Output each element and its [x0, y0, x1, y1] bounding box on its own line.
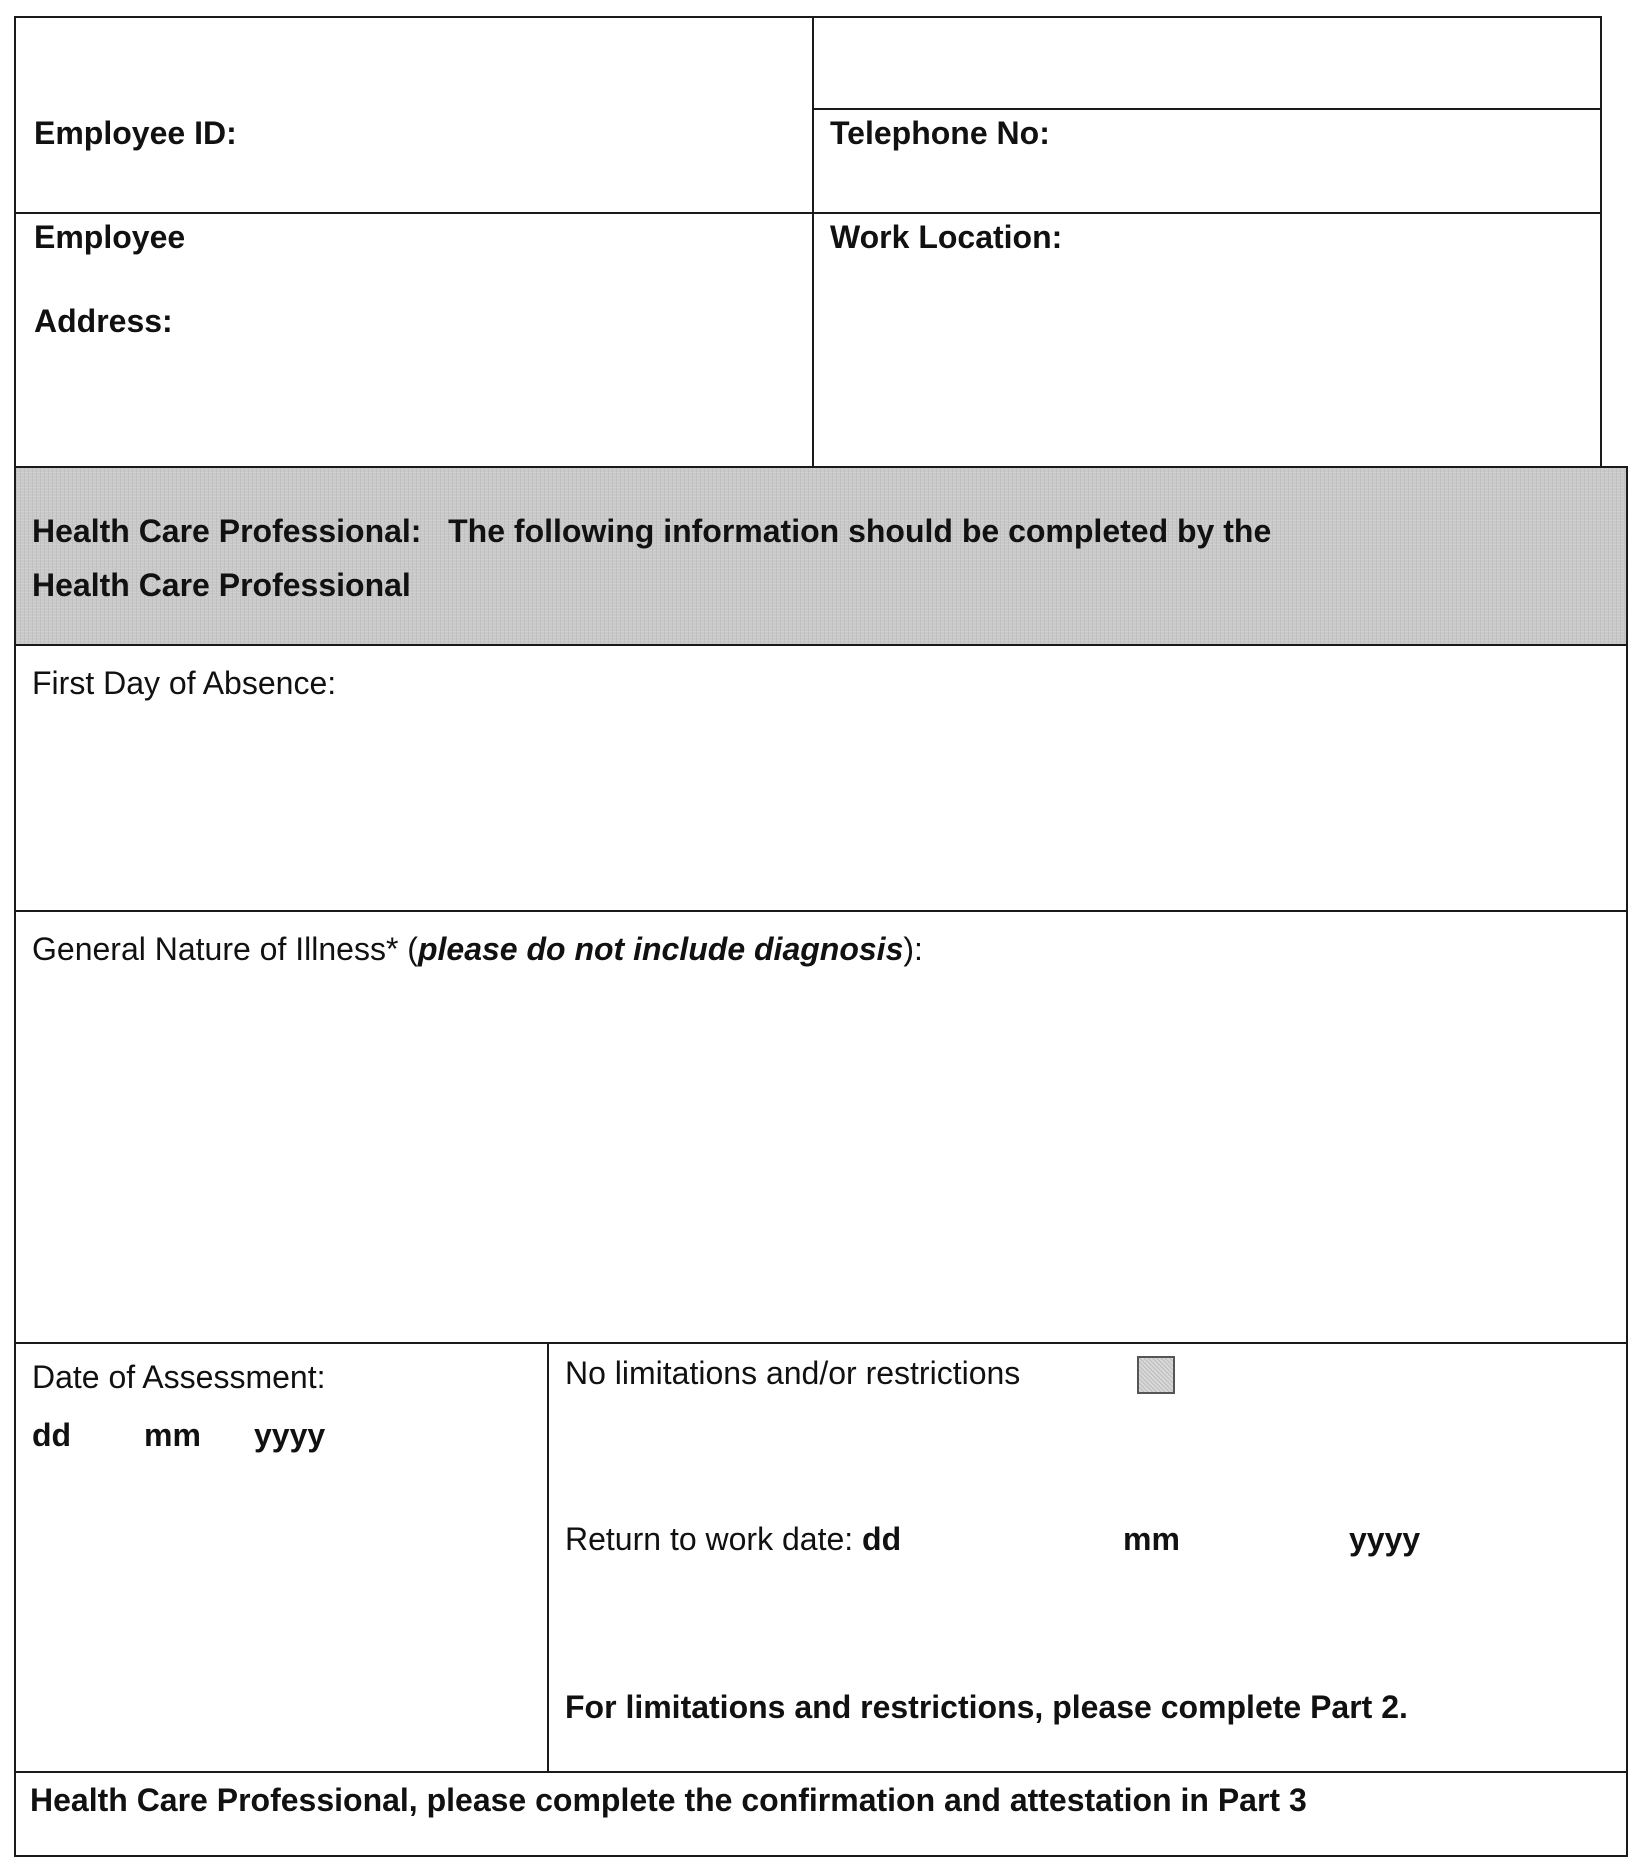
employee-address-label-line1: Employee: [34, 219, 186, 255]
assessment-date-label: Date of Assessment:: [32, 1359, 326, 1395]
assessment-mm[interactable]: mm: [144, 1417, 201, 1453]
employee-id-label: Employee ID:: [34, 115, 237, 151]
illness-label-prefix: General Nature of Illness* (: [32, 931, 418, 967]
part2-note: For limitations and restrictions, please complete Part 2.: [565, 1689, 1408, 1725]
work-location-label: Work Location:: [830, 219, 1063, 255]
assessment-dd[interactable]: dd: [32, 1417, 72, 1453]
employee-id-field[interactable]: [266, 98, 786, 158]
no-limitations-checkbox[interactable]: [1137, 1356, 1175, 1394]
employee-address-cell: [14, 212, 814, 468]
return-label-text: Return to work date:: [565, 1521, 863, 1557]
first-day-absence-label: First Day of Absence:: [32, 665, 337, 701]
illness-nature-cell: [14, 910, 1628, 1344]
restrictions-cell: [547, 1342, 1628, 1773]
hcp-header-line1: Health Care Professional: The following information should be completed by the: [32, 513, 1272, 549]
part3-note: Health Care Professional, please complete the confirmation and attestation in Part 3: [30, 1782, 1307, 1818]
hcp-header-banner: [14, 466, 1628, 646]
return-dd[interactable]: dd: [862, 1521, 902, 1557]
illness-label-suffix: ):: [903, 931, 923, 967]
employee-address-field[interactable]: [216, 224, 796, 454]
telephone-label: Telephone No:: [830, 115, 1050, 151]
first-day-absence-field[interactable]: [32, 716, 1612, 896]
work-location-cell: [812, 212, 1602, 468]
assessment-yyyy[interactable]: yyyy: [254, 1417, 326, 1453]
illness-label-emphasis: please do not include diagnosis: [417, 931, 904, 967]
illness-nature-label: [32, 930, 923, 968]
work-location-field[interactable]: [830, 274, 1580, 454]
first-day-absence-cell: [14, 644, 1628, 912]
no-limitations-label: No limitations and/or restrictions: [565, 1355, 1021, 1391]
telephone-top-cell[interactable]: [812, 16, 1602, 110]
illness-nature-field[interactable]: [32, 982, 1612, 1322]
hcp-header-line2: Health Care Professional: [32, 567, 411, 603]
telephone-cell: [812, 108, 1602, 214]
return-yyyy[interactable]: yyyy: [1349, 1521, 1421, 1557]
assessment-date-cell: [14, 1342, 549, 1773]
part3-note-cell: [14, 1771, 1628, 1857]
telephone-field[interactable]: [1094, 110, 1574, 170]
return-mm[interactable]: mm: [1123, 1521, 1180, 1557]
employee-address-label-line2: Address:: [34, 303, 173, 339]
employee-id-cell: [14, 16, 814, 214]
return-to-work-label: [565, 1520, 901, 1558]
